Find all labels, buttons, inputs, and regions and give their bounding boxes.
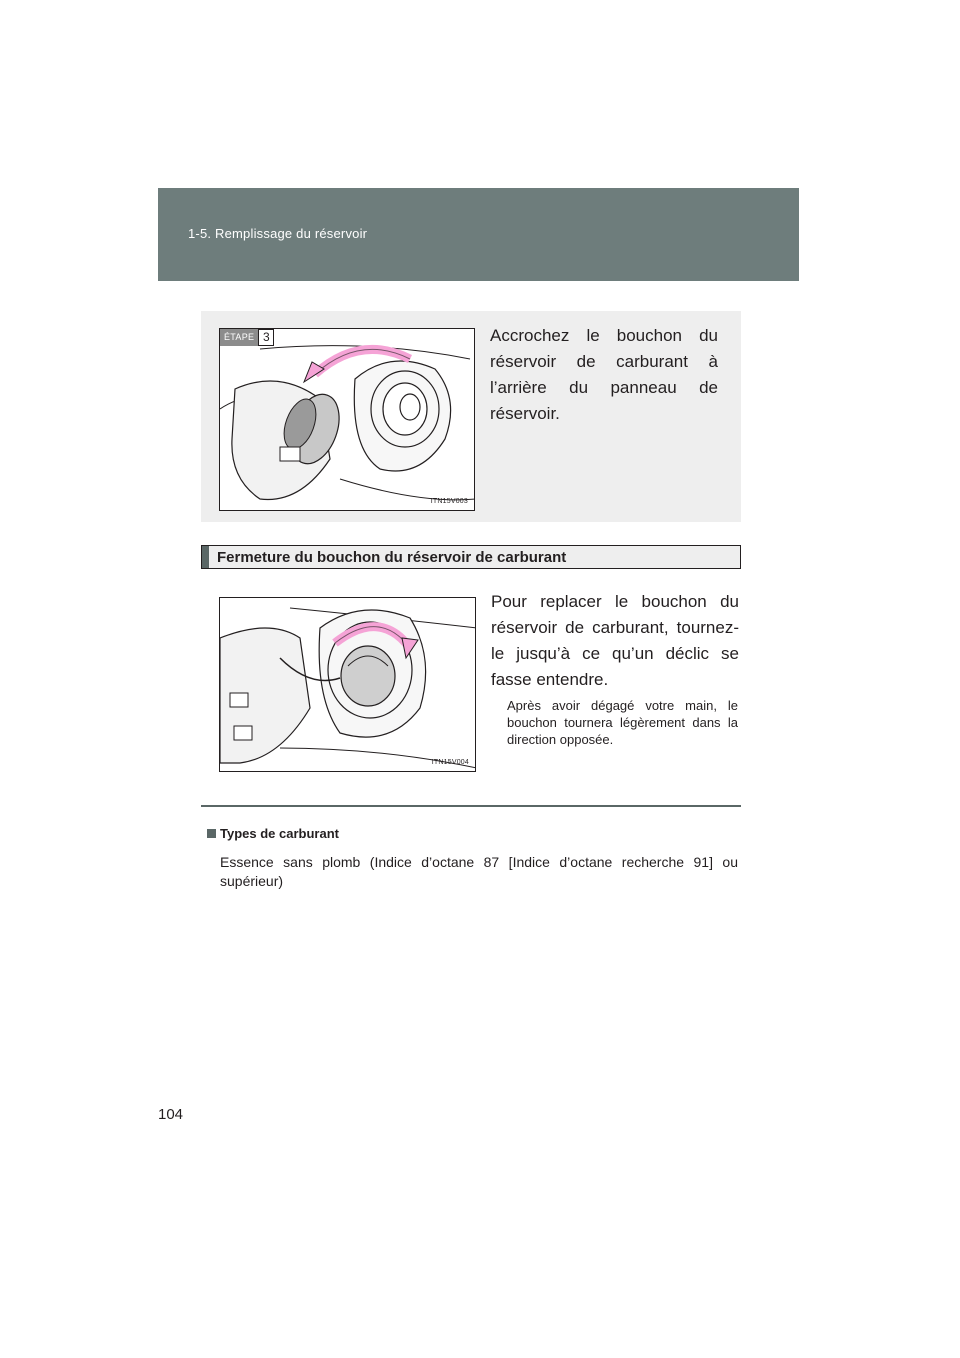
fuel-types-text: Essence sans plomb (Indice d’octane 87 [Indice d’octane recherche 91] ou supérieur) <box>220 854 738 889</box>
fuel-types-heading <box>207 826 339 841</box>
closing-text: Pour replacer le bouchon du réservoir de carburant, tournez-le jusqu’à ce qu’un déclic se fasse entendre. <box>491 592 739 689</box>
fuel-cap-hook-illustration <box>220 329 475 511</box>
closing-note: Après avoir dégagé votre main, le bouchon tournera légèrement dans la direction opposée. <box>507 698 738 747</box>
figure-code: ITN15V004 <box>431 759 469 766</box>
section-title: 1-5. Remplissage du réservoir <box>188 226 368 241</box>
figure-hook-cap <box>219 328 475 511</box>
divider-rule <box>201 805 741 807</box>
fuel-types-heading-text: Types de carburant <box>220 826 339 841</box>
square-bullet-icon <box>207 829 216 838</box>
fuel-cap-close-illustration <box>220 598 476 772</box>
page-number: 104 <box>158 1106 184 1123</box>
step-badge <box>220 329 274 346</box>
section-accent <box>202 546 209 568</box>
step-3-text: Accrochez le bouchon du réservoir de carburant à l’arrière du panneau de réservoir. <box>490 326 718 423</box>
step-badge-word: ÉTAPE <box>220 329 258 346</box>
section-heading-closing <box>201 545 741 569</box>
header-band <box>158 188 799 281</box>
figure-code: ITN15V003 <box>430 498 468 505</box>
section-heading-text: Fermeture du bouchon du réservoir de carburant <box>217 549 567 566</box>
figure-close-cap <box>219 597 476 772</box>
step-3-panel <box>201 311 741 522</box>
step-badge-number: 3 <box>258 329 274 346</box>
